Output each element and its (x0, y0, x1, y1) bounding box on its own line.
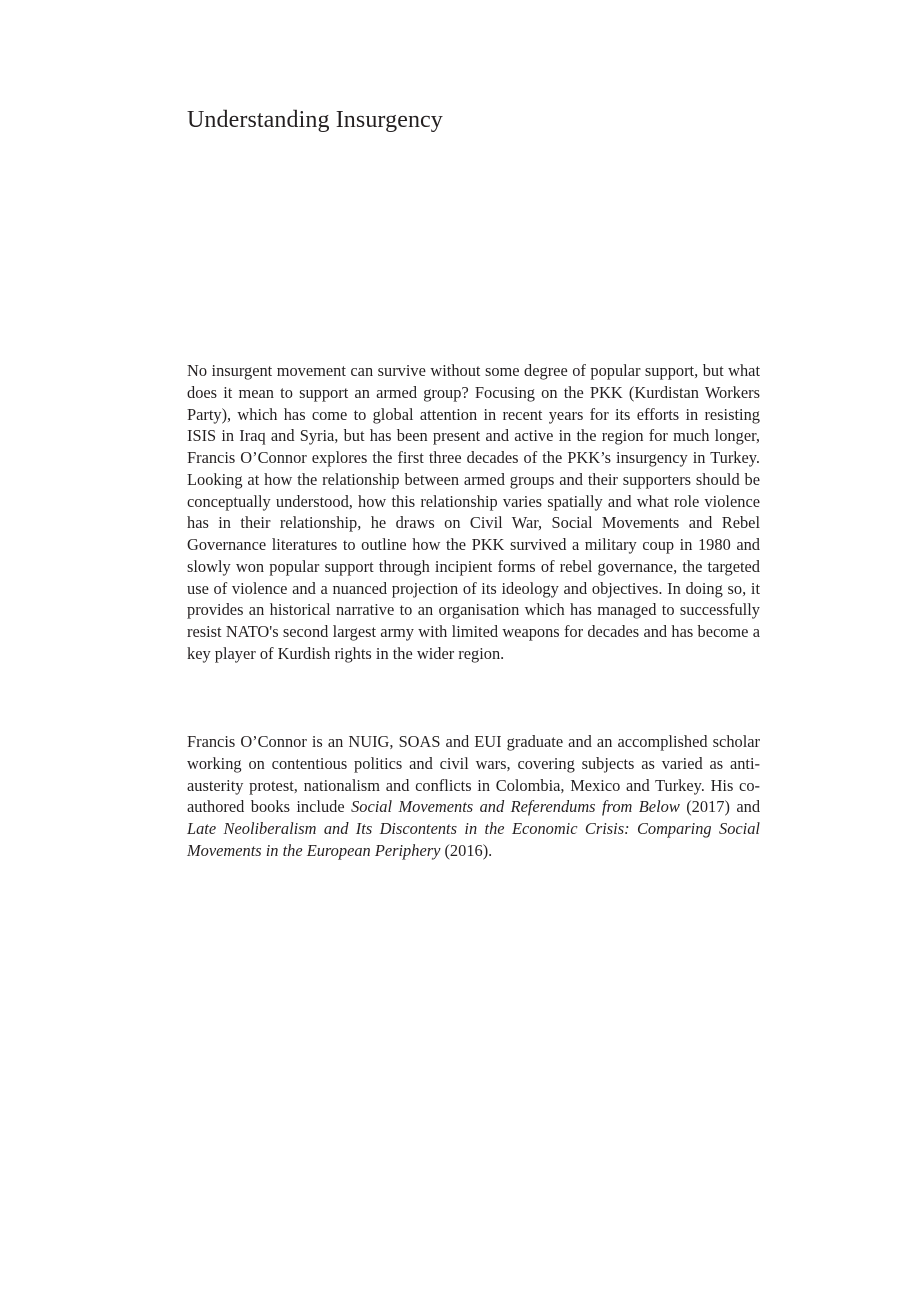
page-title: Understanding Insurgency (187, 107, 443, 133)
author-bio (187, 731, 760, 862)
book-title-late-neoliberalism: Late Neoliberalism and Its Discontents in the Economic Crisis: Comparing Social Movements in the European Periphery (187, 819, 760, 860)
author-bio-text: Francis O’Connor is an NUIG, SOAS and EUI graduate and an accomplished scholar working on contentious politics and civil wars, covering subjects as varied as anti-austerity protest, nationalism and conflicts in Colombia, Mexico and Turkey. His co-authored books include (187, 732, 760, 817)
author-bio-text: (2016). (440, 840, 493, 860)
book-description: No insurgent movement can survive without some degree of popular support, but what does it mean to support an armed group? Focusing on the PKK (Kurdistan Workers Party), which has come to global attention in recent years for its efforts in resisting ISIS in Iraq and Syria, but has been present and active in the region for much longer, Francis O’Connor explores the first three decades of the PKK’s insurgency in Turkey. Looking at how the relationship between armed groups and their supporters should be conceptually understood, how this relationship varies spatially and what role violence has in their relationship, he draws on Civil War, Social Movements and Rebel Governance literatures to outline how the PKK survived a military coup in 1980 and slowly won popular support through incipient forms of rebel governance, the targeted use of violence and a nuanced projection of its ideology and objectives. In doing so, it provides an historical narrative to an organisation which has managed to successfully resist NATO's second largest army with limited weapons for decades and has become a key player of Kurdish rights in the wider region. (187, 361, 760, 663)
book-title-social-movements: Social Movements and Referendums from Below (351, 797, 680, 817)
author-bio-text: (2017) and (679, 797, 761, 817)
